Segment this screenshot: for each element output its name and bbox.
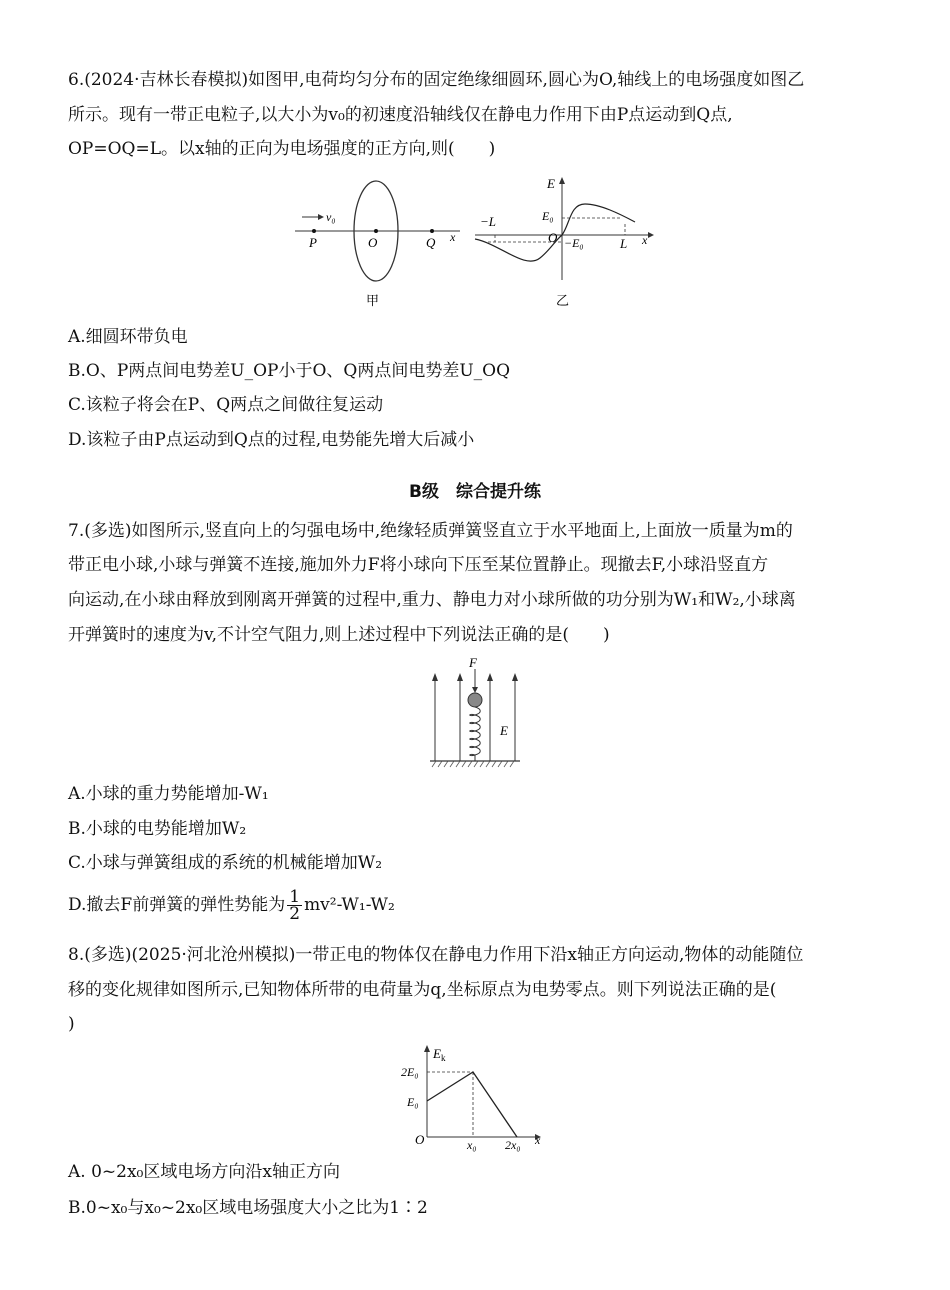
label-e: E — [500, 723, 508, 738]
q7-stem-line4: 开弹簧时的速度为v,不计空气阻力,则上述过程中下列说法正确的是( ) — [68, 625, 610, 645]
label-ek: $E_k$ — [433, 1046, 446, 1063]
label-x: x — [535, 1133, 541, 1147]
section-title: B级 综合提升练 — [409, 482, 541, 502]
label-x: x — [642, 233, 648, 247]
label-2e0: 2E₀ — [401, 1065, 419, 1079]
label-2x0: 2x₀ — [505, 1138, 521, 1152]
point-p — [312, 229, 316, 233]
label-o: O — [415, 1132, 425, 1147]
q7-option-d-prefix: D.撤去F前弹簧的弹性势能为 — [68, 895, 286, 915]
caption-jia: 甲 — [366, 293, 380, 308]
caption-yi: 乙 — [556, 293, 570, 308]
q6-stem-line1: 6.(2024·吉林长春模拟)如图甲,电荷均匀分布的固定绝缘细圆环,圆心为O,轴线上的电场强度如图乙 — [68, 70, 805, 90]
label-e0: E₀ — [542, 209, 554, 223]
label-x0: x₀ — [467, 1138, 477, 1152]
point-q — [430, 229, 434, 233]
label-x: x — [450, 230, 456, 244]
label-l: L — [620, 236, 628, 251]
label-e0: E₀ — [407, 1095, 419, 1109]
q7-stem-line1: 7.(多选)如图所示,竖直向上的匀强电场中,绝缘轻质弹簧竖直立于水平地面上,上面放一质量为m的 — [68, 521, 793, 541]
q6-figure-yi — [470, 172, 660, 310]
q7-option-a: A.小球的重力势能增加-W₁ — [68, 784, 269, 804]
q7-figure — [420, 655, 530, 770]
q8-option-b: B.0~x₀与x₀~2x₀区域电场强度大小之比为1∶2 — [68, 1198, 428, 1218]
label-neg-e0: −E₀ — [564, 236, 584, 250]
q6-option-d: D.该粒子由P点运动到Q点的过程,电势能先增大后减小 — [68, 430, 475, 450]
q6-stem-line2: 所示。现有一带正电粒子,以大小为v₀的初速度沿轴线仅在静电力作用下由P点运动到Q点, — [68, 105, 733, 125]
label-o: O — [548, 230, 558, 245]
fraction-half: $\frac{1}{2}$ — [289, 887, 301, 924]
q6-figure-jia — [290, 175, 470, 310]
q7-stem-line3: 向运动,在小球由释放到刚离开弹簧的过程中,重力、静电力对小球所做的功分别为W₁和W₂,小球离 — [68, 590, 796, 610]
q7-option-d-suffix: mv²-W₁-W₂ — [304, 895, 395, 915]
label-e-axis: E — [547, 176, 555, 191]
q8-figure — [395, 1040, 555, 1155]
q7-option-d — [68, 888, 395, 922]
q6-option-c: C.该粒子将会在P、Q两点之间做往复运动 — [68, 395, 384, 415]
q8-stem-line1: 8.(多选)(2025·河北沧州模拟)一带正电的物体仅在静电力作用下沿x轴正方向运动,物体的动能随位 — [68, 945, 804, 965]
q6-option-a: A.细圆环带负电 — [68, 327, 188, 347]
label-q: Q — [426, 235, 436, 250]
q6-stem-line3: OP=OQ=L。以x轴的正向为电场强度的正方向,则( ) — [68, 139, 496, 159]
q8-stem-line2: 移的变化规律如图所示,已知物体所带的电荷量为q,坐标原点为电势零点。则下列说法正确的是( — [68, 980, 777, 1000]
q8-stem-line3: ) — [68, 1014, 75, 1034]
q7-option-b: B.小球的电势能增加W₂ — [68, 819, 247, 839]
ball — [468, 693, 482, 707]
q7-stem-line2: 带正电小球,小球与弹簧不连接,施加外力F将小球向下压至某位置静止。现撤去F,小球沿竖直方 — [68, 555, 769, 575]
label-v0: v₀ — [326, 210, 336, 224]
point-o — [374, 229, 378, 233]
q7-option-c: C.小球与弹簧组成的系统的机械能增加W₂ — [68, 853, 383, 873]
label-f: F — [469, 655, 477, 670]
label-p: P — [309, 235, 317, 250]
q6-option-b: B.O、P两点间电势差U_OP小于O、Q两点间电势差U_OQ — [68, 361, 511, 381]
q8-option-a: A. 0~2x₀区域电场方向沿x轴正方向 — [68, 1162, 340, 1182]
label-neg-l: −L — [480, 214, 497, 229]
label-o: O — [368, 235, 378, 250]
